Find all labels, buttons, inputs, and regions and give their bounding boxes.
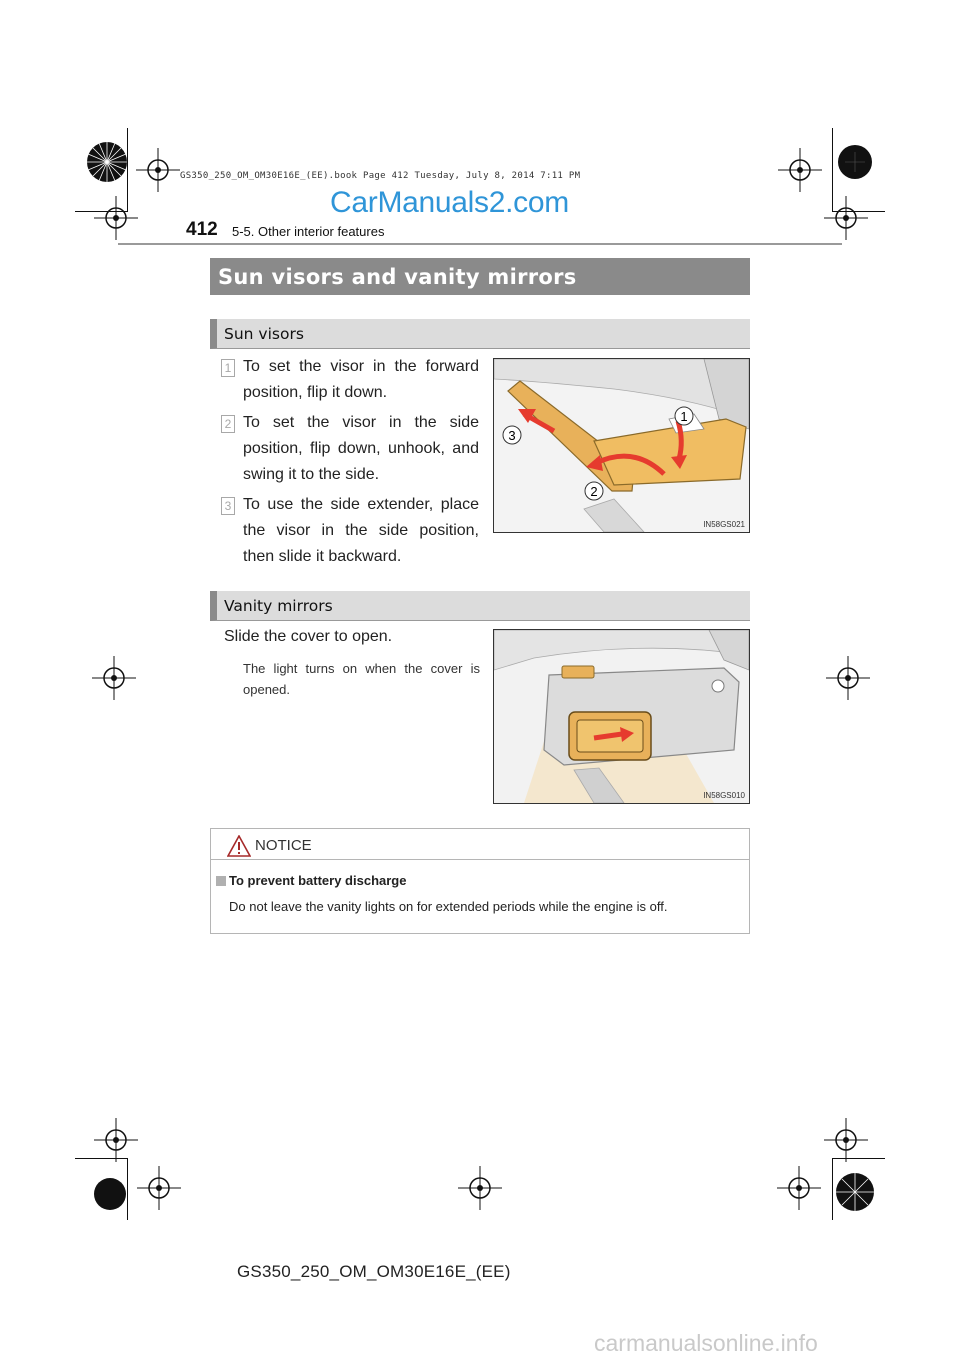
sun-visor-drawing: [494, 359, 749, 532]
book-info: GS350_250_OM_OM30E16E_(EE).book Page 412 Tuesday, July 8, 2014 7:11 PM: [180, 171, 581, 181]
callout-2: 2: [590, 484, 598, 499]
illustration-code: IN58GS021: [703, 520, 745, 529]
step-text: To set the visor in the forward position, flip it down.: [243, 358, 479, 401]
vanity-mirror-illustration: [493, 629, 750, 804]
step-number-badge: 3: [221, 497, 235, 515]
header-rule: [118, 243, 842, 245]
notice-item-title: To prevent battery discharge: [229, 873, 407, 888]
vanity-mirrors-heading: Vanity mirrors: [210, 591, 750, 621]
warning-triangle-icon: [227, 835, 251, 857]
solid-circle-mark-icon: [88, 1172, 132, 1216]
crosshair-mark-icon: [92, 656, 136, 700]
step-number-badge: 1: [221, 359, 235, 377]
notice-divider: [211, 859, 749, 860]
crosshair-mark-icon: [458, 1166, 502, 1210]
step-number-badge: 2: [221, 415, 235, 433]
crosshair-mark-icon: [777, 1166, 821, 1210]
callout-1: 1: [680, 409, 688, 424]
sun-visors-heading: Sun visors: [210, 319, 750, 349]
sun-visor-illustration: [493, 358, 750, 533]
callout-3: 3: [508, 428, 516, 443]
trim-line: [75, 1158, 127, 1159]
crosshair-mark-icon: [136, 148, 180, 192]
step-text: To set the visor in the side position, flip down, unhook, and swing it to the side.: [243, 414, 479, 483]
illustration-code: IN58GS010: [703, 791, 745, 800]
solid-circle-mark-icon: [833, 140, 877, 184]
watermark-carmanuals: CarManuals2.com: [330, 186, 569, 219]
step-text: To use the side extender, place the visor in the side position, then slide it backward.: [243, 496, 479, 565]
notice-label: NOTICE: [255, 837, 312, 854]
starburst-mark-icon: [833, 1170, 877, 1214]
notice-item-text: Do not leave the vanity lights on for extended periods while the engine is off.: [229, 899, 668, 914]
trim-line: [127, 1158, 128, 1220]
crosshair-mark-icon: [824, 1118, 868, 1162]
vanity-instruction: Slide the cover to open.: [224, 628, 393, 645]
crosshair-mark-icon: [137, 1166, 181, 1210]
footer-model: GS350_250_OM_OM30E16E_(EE): [237, 1262, 511, 1281]
vanity-mirror-drawing: [494, 630, 749, 803]
trim-line: [833, 1158, 885, 1159]
bullet-square-icon: [216, 876, 226, 886]
trim-line: [832, 1158, 833, 1220]
vanity-note: The light turns on when the cover is opened.: [243, 661, 480, 697]
crosshair-mark-icon: [824, 196, 868, 240]
crosshair-mark-icon: [826, 656, 870, 700]
starburst-mark-icon: [85, 140, 129, 184]
main-title: Sun visors and vanity mirrors: [210, 258, 750, 295]
crosshair-mark-icon: [94, 1118, 138, 1162]
crosshair-mark-icon: [778, 148, 822, 192]
trim-line: [832, 128, 833, 212]
trim-line: [127, 128, 128, 212]
site-watermark: carmanualsonline.info: [594, 1330, 818, 1356]
crosshair-mark-icon: [94, 196, 138, 240]
page-number: 412: [186, 219, 218, 240]
section-label: 5-5. Other interior features: [232, 224, 385, 239]
notice-box: [210, 828, 750, 934]
trim-line: [833, 211, 885, 212]
trim-line: [75, 211, 127, 212]
